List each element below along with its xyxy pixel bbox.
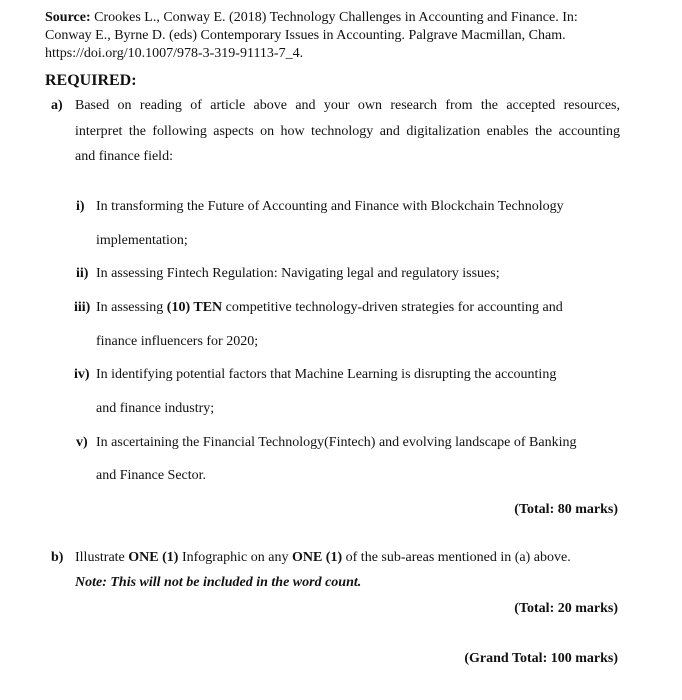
item-i-marker: i) [76,199,85,214]
item-i-line-2: implementation; [96,233,188,248]
item-ii-line-1: In assessing Fintech Regulation: Navigating legal and regulatory issues; [96,266,500,281]
item-v-line-1: In ascertaining the Financial Technology(Fintech) and evolving landscape of Banking [96,435,577,450]
part-a-total: (Total: 80 marks) [514,502,618,517]
part-a-marker: a) [51,98,63,113]
part-a-line-3: and finance field: [75,149,173,164]
required-heading: REQUIRED: [45,72,137,89]
part-b-marker: b) [51,550,64,565]
part-b-bold-2: ONE (1) [291,550,343,565]
part-b-text-post: of the sub-areas mentioned in (a) above. [342,550,571,565]
part-a-line-1: Based on reading of article above and your own research from the accepted resources, [75,98,620,113]
item-iv-line-1: In identifying potential factors that Machine Learning is disrupting the accounting [96,367,557,382]
item-v-marker: v) [76,435,88,450]
source-citation-part-1: Crookes L., Conway E. (2018) Technology Challenges in Accounting and Finance. In: [90,10,578,25]
source-label: Source: [45,10,91,25]
item-iii-line-2: finance influencers for 2020; [96,334,259,349]
item-ii-marker: ii) [76,266,89,281]
item-iii-marker: iii) [74,300,91,315]
item-v-line-2: and Finance Sector. [96,468,207,483]
part-a-line-2: interpret the following aspects on how technology and digitalization enables the accounting [75,124,620,139]
part-b-text-pre: Illustrate [75,550,129,565]
source-line-2: Conway E., Byrne D. (eds) Contemporary Issues in Accounting. Palgrave Macmillan, Cham. [45,28,566,43]
part-b-note: Note: This will not be included in the word count. [75,575,362,590]
item-iii-text-pre: In assessing [96,300,167,315]
part-b-bold-1: ONE (1) [128,550,179,565]
part-b-line-1 [75,549,571,566]
source-line-1 [45,9,578,26]
grand-total: (Grand Total: 100 marks) [464,651,618,666]
item-iii-line-1 [96,299,563,316]
item-iii-text-bold: (10) TEN [166,300,223,315]
part-b-text-mid: Infographic on any [178,550,292,565]
item-iv-line-2: and finance industry; [96,401,215,416]
item-iii-text-post: competitive technology-driven strategies for accounting and [222,300,563,315]
part-b-total: (Total: 20 marks) [514,601,618,616]
item-i-line-1: In transforming the Future of Accounting and Finance with Blockchain Technology [96,199,564,214]
source-doi: https://doi.org/10.1007/978-3-319-91113-7_4. [45,46,304,61]
item-iv-marker: iv) [74,367,90,382]
